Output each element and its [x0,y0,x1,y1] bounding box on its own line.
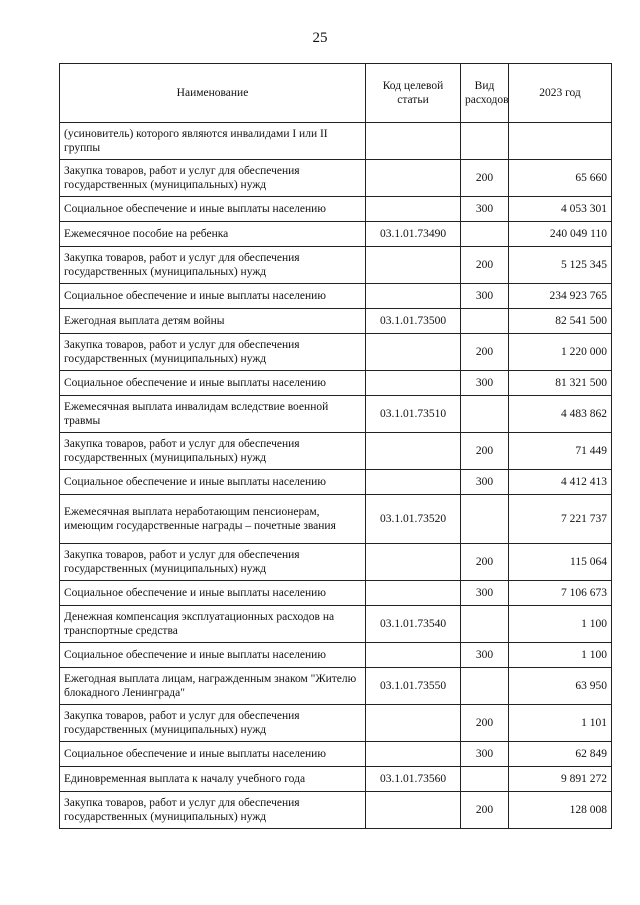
table-row [60,334,612,371]
row-target-code [366,197,461,222]
table-row [60,222,612,247]
row-expense-type: 200 [461,433,509,470]
row-name: Социальное обеспечение и иные выплаты населению [60,742,366,767]
row-name: Ежемесячная выплата инвалидам вследствие военной травмы [60,396,366,433]
row-name: Закупка товаров, работ и услуг для обеспечения государственных (муниципальных) нужд [60,247,366,284]
table-row [60,643,612,668]
row-amount-2023: 128 008 [509,792,612,829]
row-expense-type: 200 [461,160,509,197]
row-name: Социальное обеспечение и иные выплаты населению [60,284,366,309]
row-target-code: 03.1.01.73550 [366,668,461,705]
row-name: Социальное обеспечение и иные выплаты населению [60,197,366,222]
row-name: (усиновитель) которого являются инвалидами I или II группы [60,123,366,160]
row-amount-2023: 7 221 737 [509,495,612,544]
row-amount-2023: 4 053 301 [509,197,612,222]
row-name: Денежная компенсация эксплуатационных расходов на транспортные средства [60,606,366,643]
table-row [60,470,612,495]
row-name: Социальное обеспечение и иные выплаты населению [60,581,366,606]
row-expense-type: 200 [461,334,509,371]
row-target-code [366,247,461,284]
row-target-code [366,334,461,371]
row-amount-2023: 4 412 413 [509,470,612,495]
table-row [60,247,612,284]
table-row [60,160,612,197]
header-type: Вид расходов [461,64,509,123]
row-target-code [366,705,461,742]
row-amount-2023: 115 064 [509,544,612,581]
row-amount-2023: 1 220 000 [509,334,612,371]
row-target-code: 03.1.01.73510 [366,396,461,433]
row-name: Ежемесячное пособие на ребенка [60,222,366,247]
row-amount-2023: 1 100 [509,606,612,643]
row-expense-type [461,396,509,433]
row-amount-2023: 65 660 [509,160,612,197]
table-row [60,767,612,792]
row-name: Закупка товаров, работ и услуг для обеспечения государственных (муниципальных) нужд [60,433,366,470]
page-number: 25 [312,30,328,46]
table-row [60,123,612,160]
table-row [60,433,612,470]
table-row [60,396,612,433]
row-target-code [366,160,461,197]
row-expense-type [461,668,509,705]
row-amount-2023: 9 891 272 [509,767,612,792]
row-target-code: 03.1.01.73520 [366,495,461,544]
row-target-code [366,742,461,767]
row-target-code [366,470,461,495]
header-amount: 2023 год [509,64,612,123]
row-amount-2023: 82 541 500 [509,309,612,334]
row-expense-type: 200 [461,544,509,581]
row-target-code: 03.1.01.73560 [366,767,461,792]
row-amount-2023: 71 449 [509,433,612,470]
row-target-code: 03.1.01.73500 [366,309,461,334]
row-expense-type: 200 [461,247,509,284]
row-name: Социальное обеспечение и иные выплаты населению [60,643,366,668]
row-name: Ежемесячная выплата неработающим пенсионерам, имеющим государственные награды – почетные звания [60,495,366,544]
row-expense-type: 300 [461,742,509,767]
table-row [60,742,612,767]
row-expense-type: 300 [461,643,509,668]
table-row [60,705,612,742]
row-target-code: 03.1.01.73540 [366,606,461,643]
row-target-code [366,792,461,829]
row-name: Социальное обеспечение и иные выплаты населению [60,371,366,396]
row-expense-type: 300 [461,284,509,309]
row-amount-2023: 62 849 [509,742,612,767]
row-expense-type: 300 [461,470,509,495]
row-amount-2023: 5 125 345 [509,247,612,284]
header-code: Код целевой статьи [366,64,461,123]
row-target-code [366,544,461,581]
row-name: Единовременная выплата к началу учебного года [60,767,366,792]
row-amount-2023: 240 049 110 [509,222,612,247]
row-expense-type: 300 [461,581,509,606]
row-name: Закупка товаров, работ и услуг для обеспечения государственных (муниципальных) нужд [60,792,366,829]
row-amount-2023: 234 923 765 [509,284,612,309]
row-amount-2023: 4 483 862 [509,396,612,433]
table-row [60,668,612,705]
table-row [60,284,612,309]
header-name: Наименование [60,64,366,123]
table-body [60,123,612,829]
table-row [60,309,612,334]
row-expense-type: 300 [461,371,509,396]
table-row [60,544,612,581]
table-row [60,606,612,643]
row-name: Закупка товаров, работ и услуг для обеспечения государственных (муниципальных) нужд [60,544,366,581]
row-target-code [366,123,461,160]
row-target-code [366,581,461,606]
row-expense-type [461,123,509,160]
row-amount-2023: 63 950 [509,668,612,705]
row-name: Закупка товаров, работ и услуг для обеспечения государственных (муниципальных) нужд [60,334,366,371]
row-amount-2023 [509,123,612,160]
row-name: Социальное обеспечение и иные выплаты населению [60,470,366,495]
table-row [60,197,612,222]
row-amount-2023: 1 101 [509,705,612,742]
row-expense-type: 200 [461,705,509,742]
row-target-code: 03.1.01.73490 [366,222,461,247]
row-expense-type [461,222,509,247]
row-target-code [366,643,461,668]
row-amount-2023: 81 321 500 [509,371,612,396]
row-expense-type: 200 [461,792,509,829]
row-expense-type: 300 [461,197,509,222]
table-row [60,371,612,396]
row-expense-type [461,606,509,643]
row-name: Ежегодная выплата детям войны [60,309,366,334]
row-amount-2023: 7 106 673 [509,581,612,606]
row-target-code [366,433,461,470]
row-name: Ежегодная выплата лицам, награжденным знаком "Жителю блокадного Ленинграда" [60,668,366,705]
row-expense-type [461,309,509,334]
row-target-code [366,284,461,309]
row-name: Закупка товаров, работ и услуг для обеспечения государственных (муниципальных) нужд [60,705,366,742]
table-header-row [60,64,612,123]
row-amount-2023: 1 100 [509,643,612,668]
budget-table [59,63,612,829]
table-row [60,792,612,829]
row-expense-type [461,767,509,792]
row-expense-type [461,495,509,544]
row-target-code [366,371,461,396]
table-row [60,495,612,544]
table-row [60,581,612,606]
row-name: Закупка товаров, работ и услуг для обеспечения государственных (муниципальных) нужд [60,160,366,197]
